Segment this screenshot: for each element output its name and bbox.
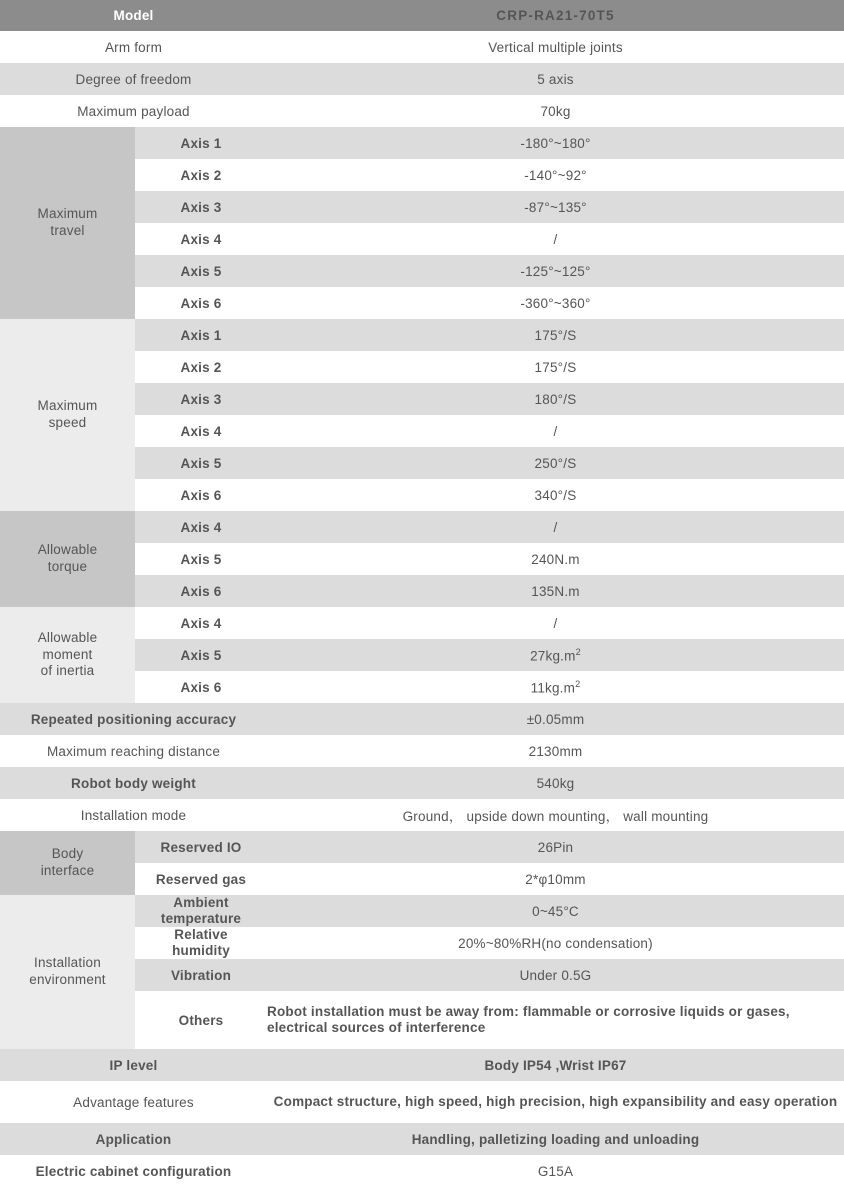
table-row [0, 511, 844, 543]
table-row [0, 799, 844, 831]
header-label: Model [0, 0, 267, 31]
row-label-degree-of-freedom: Degree of freedom [0, 63, 267, 95]
row-sublabel-reserved-io: Reserved IO [135, 831, 267, 863]
table-row [0, 319, 844, 351]
row-value-reserved-io: 26Pin [267, 831, 844, 863]
row-sublabel-axis: Axis 4 [135, 607, 267, 639]
table-row [0, 767, 844, 799]
row-sublabel-relative-humidity [135, 927, 267, 959]
row-value-others: Robot installation must be away from: flammable or corrosive liquids or gases, electrical sources of interference [267, 991, 844, 1049]
row-value-ambient-temperature: 0~45°C [267, 895, 844, 927]
row-value-electric-cabinet-configuration: G15A [267, 1155, 844, 1187]
row-label-robot-body-weight: Robot body weight [0, 767, 267, 799]
row-sublabel-axis: Axis 5 [135, 543, 267, 575]
row-sublabel-axis: Axis 2 [135, 159, 267, 191]
row-sublabel-axis: Axis 5 [135, 639, 267, 671]
group-label-maximum-speed [0, 319, 135, 511]
group-label-line1: Maximum [37, 206, 98, 222]
sublabel-line2: temperature [160, 911, 242, 926]
group-label-line2: speed [48, 415, 87, 430]
table-row [0, 1123, 844, 1155]
row-label-electric-cabinet-configuration: Electric cabinet configuration [0, 1155, 267, 1187]
row-value-axis-exponent: 2 [575, 646, 581, 657]
table-row [0, 1155, 844, 1187]
row-sublabel-axis: Axis 4 [135, 511, 267, 543]
row-value-axis-exponent: 2 [575, 678, 581, 689]
group-label-maximum-travel [0, 127, 135, 319]
row-sublabel-vibration: Vibration [135, 959, 267, 991]
row-value-axis: / [267, 223, 844, 255]
row-sublabel-axis: Axis 4 [135, 223, 267, 255]
row-value-axis: -125°~125° [267, 255, 844, 287]
group-label-line2: travel [50, 223, 85, 238]
group-label-body-interface [0, 831, 135, 895]
row-value-axis-text: 27kg.m [530, 648, 576, 664]
row-value-repeated-positioning-accuracy: ±0.05mm [267, 703, 844, 735]
row-value-axis: / [267, 607, 844, 639]
sublabel-line1: Relative [174, 927, 228, 943]
row-value-relative-humidity: 20%~80%RH(no condensation) [267, 927, 844, 959]
table-row [0, 31, 844, 63]
group-label-line1: Body [51, 846, 84, 862]
row-sublabel-others: Others [135, 991, 267, 1049]
row-sublabel-ambient-temperature [135, 895, 267, 927]
row-value-axis-inertia [267, 671, 844, 703]
table-row [0, 127, 844, 159]
row-value-advantage-features: Compact structure, high speed, high precision, high expansibility and easy operation [267, 1081, 844, 1123]
sublabel-line2: humidity [172, 943, 230, 958]
row-sublabel-axis: Axis 5 [135, 447, 267, 479]
group-label-allowable-moment-of-inertia [0, 607, 135, 703]
group-label-line1: Maximum [37, 398, 98, 414]
row-sublabel-axis: Axis 1 [135, 127, 267, 159]
group-label-line2: moment [42, 646, 93, 662]
row-value-axis: 135N.m [267, 575, 844, 607]
group-label-allowable-torque [0, 511, 135, 607]
row-value-robot-body-weight: 540kg [267, 767, 844, 799]
row-value-ip-level: Body IP54 ,Wrist IP67 [267, 1049, 844, 1081]
row-value-axis: -180°~180° [267, 127, 844, 159]
row-label-application: Application [0, 1123, 267, 1155]
row-value-reserved-gas: 2*φ10mm [267, 863, 844, 895]
group-label-line3: of inertia [40, 663, 95, 679]
row-value-arm-form: Vertical multiple joints [267, 31, 844, 63]
row-value-axis: -87°~135° [267, 191, 844, 223]
row-value-maximum-reaching-distance: 2130mm [267, 735, 844, 767]
row-value-axis: / [267, 415, 844, 447]
table-row [0, 1081, 844, 1123]
table-row [0, 95, 844, 127]
table-header-row [0, 0, 844, 31]
row-label-maximum-payload: Maximum payload [0, 95, 267, 127]
row-sublabel-axis: Axis 2 [135, 351, 267, 383]
row-sublabel-axis: Axis 6 [135, 671, 267, 703]
row-value-degree-of-freedom: 5 axis [267, 63, 844, 95]
row-sublabel-axis: Axis 6 [135, 479, 267, 511]
row-sublabel-axis: Axis 6 [135, 575, 267, 607]
group-label-line1: Allowable [37, 542, 98, 558]
row-value-application: Handling, palletizing loading and unloading [267, 1123, 844, 1155]
table-row [0, 703, 844, 735]
group-label-line2: torque [47, 559, 88, 574]
row-label-installation-mode: Installation mode [0, 799, 267, 831]
row-sublabel-axis: Axis 5 [135, 255, 267, 287]
row-value-axis: / [267, 511, 844, 543]
row-value-axis-text: 11kg.m [530, 680, 576, 696]
row-sublabel-axis: Axis 6 [135, 287, 267, 319]
table-row [0, 895, 844, 927]
group-label-installation-environment [0, 895, 135, 1049]
row-value-axis: -360°~360° [267, 287, 844, 319]
row-value-axis: 180°/S [267, 383, 844, 415]
row-value-axis: 175°/S [267, 319, 844, 351]
table-row [0, 831, 844, 863]
row-label-ip-level: IP level [0, 1049, 267, 1081]
row-sublabel-axis: Axis 4 [135, 415, 267, 447]
row-sublabel-reserved-gas: Reserved gas [135, 863, 267, 895]
row-value-axis: 250°/S [267, 447, 844, 479]
row-value-axis: 240N.m [267, 543, 844, 575]
row-sublabel-axis: Axis 3 [135, 191, 267, 223]
row-label-maximum-reaching-distance: Maximum reaching distance [0, 735, 267, 767]
group-label-line2: environment [29, 972, 106, 987]
header-value: CRP-RA21-70T5 [267, 0, 844, 31]
row-sublabel-axis: Axis 3 [135, 383, 267, 415]
row-value-vibration: Under 0.5G [267, 959, 844, 991]
row-value-axis: 340°/S [267, 479, 844, 511]
row-value-maximum-payload: 70kg [267, 95, 844, 127]
row-value-axis-inertia [267, 639, 844, 671]
row-value-axis: 175°/S [267, 351, 844, 383]
row-value-installation-mode: Ground， upside down mounting， wall mounting [267, 799, 844, 831]
row-label-advantage-features: Advantage features [0, 1081, 267, 1123]
sublabel-line1: Ambient [173, 895, 229, 911]
table-row [0, 735, 844, 767]
group-label-line1: Allowable [37, 629, 98, 645]
table-row [0, 63, 844, 95]
table-row [0, 607, 844, 639]
group-label-line1: Installation [34, 955, 101, 971]
row-label-repeated-positioning-accuracy: Repeated positioning accuracy [0, 703, 267, 735]
table-row [0, 1049, 844, 1081]
row-value-axis: -140°~92° [267, 159, 844, 191]
group-label-line2: interface [40, 863, 95, 878]
row-sublabel-axis: Axis 1 [135, 319, 267, 351]
row-label-arm-form: Arm form [0, 31, 267, 63]
